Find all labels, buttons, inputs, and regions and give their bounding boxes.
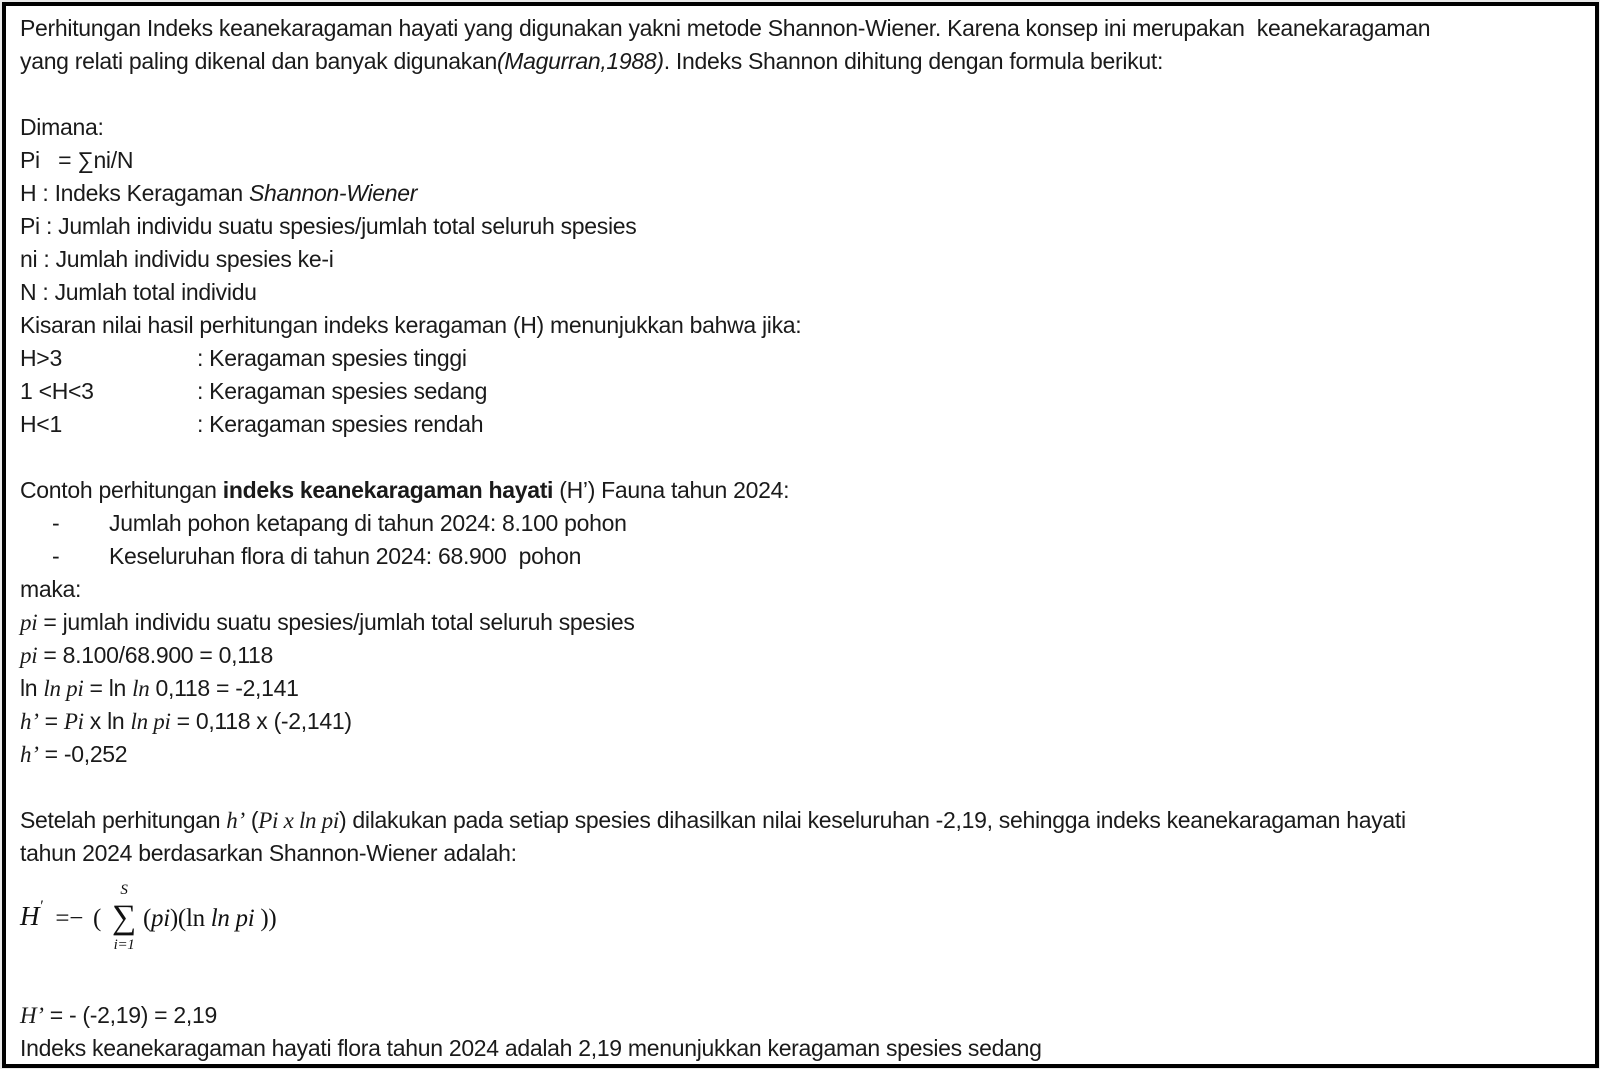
text-segment: ln: [20, 675, 44, 701]
bullet-text: [109, 510, 627, 536]
text-segment: N : Jumlah total individu: [20, 279, 257, 305]
text-segment: ln pi: [130, 709, 171, 734]
text-segment: Pi = ∑ni/N: [20, 147, 134, 173]
lines-top: [20, 12, 1577, 870]
text-segment: indeks keanekaragaman hayati: [222, 477, 554, 503]
formula-term: )(: [169, 904, 186, 932]
text-segment: (H’) Fauna tahun 2024:: [553, 477, 790, 503]
text-line: [20, 672, 1577, 705]
text-segment: = -0,252: [38, 741, 128, 767]
summation-lower-limit: i=1: [113, 937, 135, 953]
formula-term: ln: [185, 904, 211, 932]
text-segment: Dimana:: [20, 114, 104, 140]
text-line: [20, 705, 1577, 738]
text-segment: H>3: [20, 345, 62, 371]
condition-description: [197, 345, 467, 371]
document: [2, 2, 1599, 1068]
text-line: [20, 144, 1577, 177]
text-line: [20, 177, 1577, 210]
formula-term: (: [143, 904, 152, 932]
blank-line: [20, 441, 1577, 474]
text-line: [20, 999, 1577, 1032]
text-segment: : Keragaman spesies tinggi: [197, 345, 467, 371]
text-segment: 1 <H<3: [20, 378, 94, 404]
text-segment: maka:: [20, 576, 82, 602]
condition-label: [20, 408, 197, 441]
text-segment: : Keragaman spesies rendah: [197, 411, 484, 437]
prime-mark: ′: [40, 897, 44, 915]
formula-term: pi: [151, 904, 170, 932]
text-segment: ni : Jumlah individu spesies ke-i: [20, 246, 334, 272]
text-line: [20, 243, 1577, 276]
text-line: [20, 738, 1577, 771]
text-segment: = - (-2,19) = 2,19: [43, 1002, 217, 1028]
text-line: [20, 474, 1577, 507]
text-segment: Pi: [63, 709, 84, 734]
text-line: [20, 837, 1577, 870]
bullet-item: [20, 540, 1577, 573]
text-segment: = ln: [83, 675, 133, 701]
blank-line: [20, 771, 1577, 804]
text-segment: pi: [20, 610, 38, 635]
text-segment: Setelah perhitungan: [20, 807, 227, 833]
text-segment: h’: [226, 808, 245, 833]
formula-equals-minus: =−: [55, 904, 84, 932]
text-segment: . Indeks Shannon dihitung dengan formula berikut:: [663, 48, 1164, 74]
text-line: [20, 111, 1577, 144]
bullet-marker: -: [52, 543, 60, 569]
text-segment: Pi x ln pi: [258, 808, 339, 833]
bullet-marker: -: [52, 510, 60, 536]
text-segment: H : Indeks Keragaman: [20, 180, 249, 206]
text-segment: =: [38, 708, 64, 734]
condition-row: [20, 375, 1577, 408]
summation-symbol: [112, 883, 136, 953]
text-segment: ln pi: [43, 676, 84, 701]
text-line: [20, 606, 1577, 639]
text-segment: Jumlah pohon ketapang di tahun 2024: 8.100 pohon: [109, 510, 627, 536]
text-segment: ) dilakukan pada setiap spesies dihasilkan nilai keseluruhan -2,19, sehingga indeks keanekaragaman hayati: [338, 807, 1406, 833]
blank-line: [20, 78, 1577, 111]
text-segment: ln: [132, 676, 150, 701]
text-segment: Indeks keanekaragaman hayati flora tahun 2024 adalah 2,19 menunjukkan keragaman spesies sedang: [20, 1035, 1042, 1061]
formula-term: )): [254, 904, 277, 932]
text-segment: Kisaran nilai hasil perhitungan indeks keragaman (H) menunjukkan bahwa jika:: [20, 312, 802, 338]
formula-term: ln pi: [210, 904, 255, 932]
text-segment: pi: [20, 643, 38, 668]
formula-open-paren: (: [93, 904, 102, 932]
document-body: [20, 12, 1577, 1065]
shannon-formula: [20, 870, 1577, 966]
text-line: [20, 804, 1577, 837]
formula-H-prime: [20, 897, 44, 937]
text-segment: H’: [20, 1003, 44, 1028]
text-segment: 0,118 = -2,141: [149, 675, 299, 701]
text-segment: h’: [20, 742, 39, 767]
text-segment: tahun 2024 berdasarkan Shannon-Wiener adalah:: [20, 840, 517, 866]
condition-description: [197, 411, 483, 437]
condition-row: [20, 408, 1577, 441]
sigma-icon: ∑: [112, 899, 136, 936]
text-segment: (Magurran,1988): [496, 48, 664, 74]
text-segment: = 0,118 x (-2,141): [170, 708, 352, 734]
text-segment: = 8.100/68.900 = 0,118: [37, 642, 273, 668]
text-segment: Contoh perhitungan: [20, 477, 223, 503]
condition-row: [20, 342, 1577, 375]
text-segment: Keseluruhan flora di tahun 2024: 68.900 pohon: [109, 543, 582, 569]
text-segment: (: [244, 807, 259, 833]
condition-description: [197, 378, 487, 404]
lines-bottom: [20, 966, 1577, 1065]
text-segment: Pi : Jumlah individu suatu spesies/jumlah total seluruh spesies: [20, 213, 637, 239]
text-line: [20, 210, 1577, 243]
text-segment: : Keragaman spesies sedang: [197, 378, 488, 404]
text-line: [20, 1032, 1577, 1065]
text-segment: h’: [20, 709, 39, 734]
text-segment: x ln: [83, 708, 131, 734]
condition-label: [20, 375, 197, 408]
text-line: [20, 12, 1577, 45]
text-segment: = jumlah individu suatu spesies/jumlah total seluruh spesies: [37, 609, 635, 635]
text-segment: H<1: [20, 411, 62, 437]
formula-H: H: [20, 900, 40, 931]
summation-upper-limit: S: [120, 882, 128, 898]
text-segment: yang relati paling dikenal dan banyak digunakan: [20, 48, 497, 74]
blank-line: [20, 966, 1577, 999]
text-line: [20, 276, 1577, 309]
text-line: [20, 573, 1577, 606]
text-line: [20, 45, 1577, 78]
text-line: [20, 639, 1577, 672]
bullet-item: [20, 507, 1577, 540]
text-line: [20, 309, 1577, 342]
text-segment: Shannon-Wiener: [248, 180, 418, 206]
text-segment: Perhitungan Indeks keanekaragaman hayati yang digunakan yakni metode Shannon-Wiener. Karena konsep ini merupakan keanekaragaman: [20, 15, 1431, 41]
bullet-text: [109, 543, 581, 569]
condition-label: [20, 342, 197, 375]
